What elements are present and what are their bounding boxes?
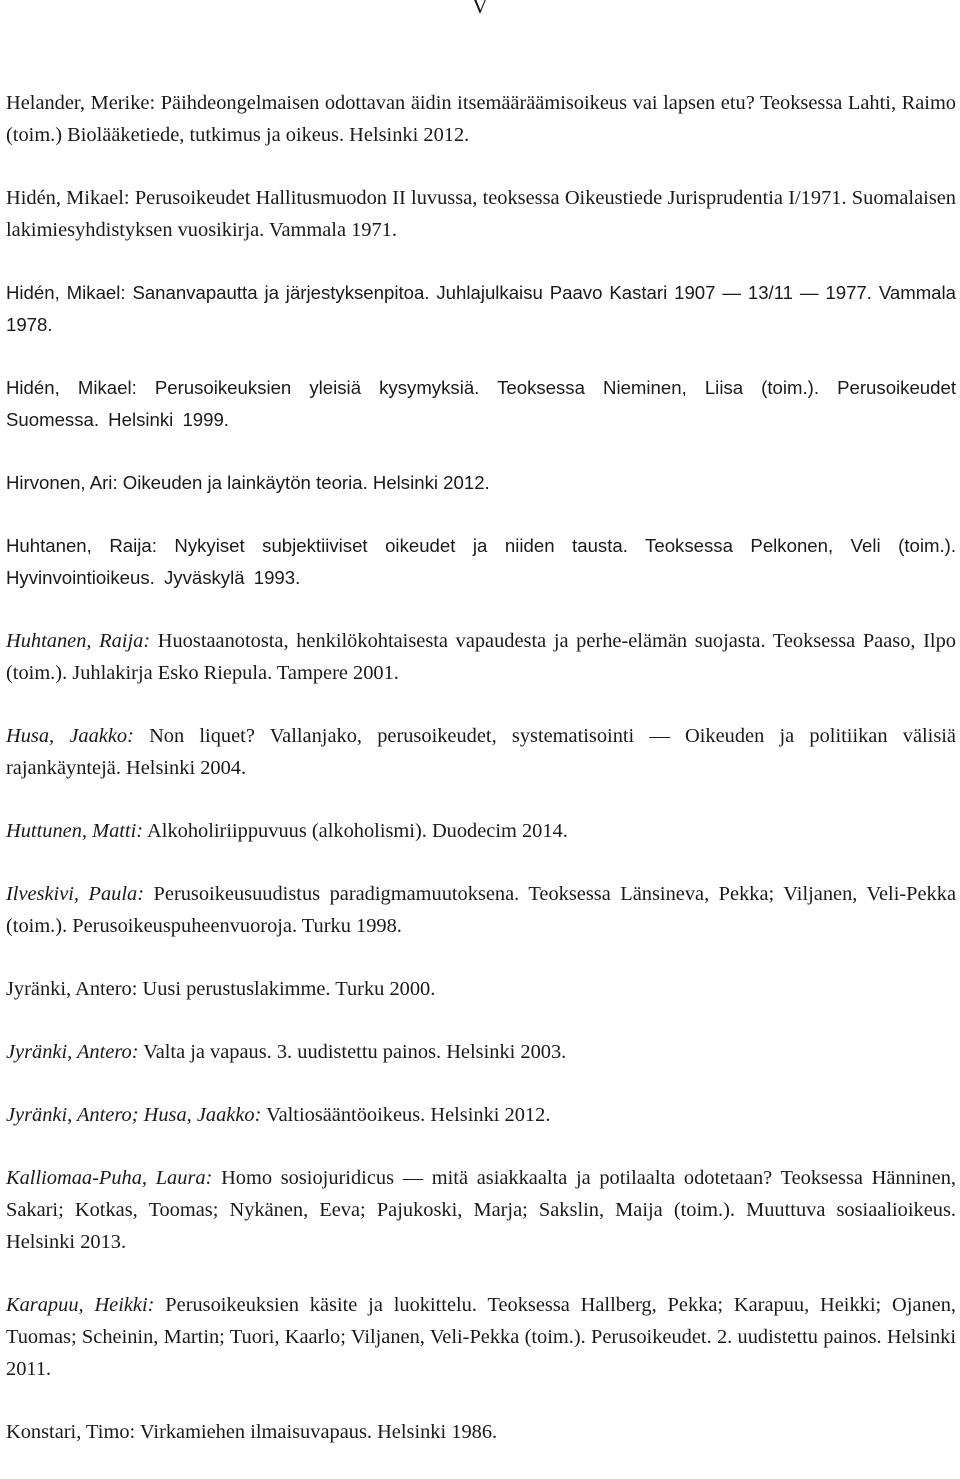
entry-text: Jyränki, Antero: Uusi perustuslakimme. Turku 2000. <box>6 978 436 1001</box>
entry-text: Konstari, Timo: Virkamiehen ilmaisuvapaus. Helsinki 1986. <box>6 1421 498 1444</box>
bibliography-list <box>6 67 956 1479</box>
bibliography-entry <box>6 973 956 1005</box>
entry-text: Huhtanen, Raija: Nykyiset subjektiiviset oikeudet ja niiden tausta. Teoksessa Pelkonen, Veli (toim.). Hyvinvointioikeus. Jyväskylä 1993. <box>6 535 956 589</box>
entry-author: Kalliomaa-Puha, Laura: <box>6 1167 213 1190</box>
entry-author: Jyränki, Antero; Husa, Jaakko: <box>6 1104 262 1127</box>
bibliography-entry <box>6 277 956 341</box>
entry-author: Jyränki, Antero: <box>6 1041 139 1064</box>
bibliography-entry <box>6 1289 956 1385</box>
entry-text: Huostaanotosta, henkilökohtaisesta vapaudesta ja perhe-elämän suojasta. Teoksessa Paaso, Ilpo (toim.). Juhlakirja Esko Riepula. Tampere 2001. <box>6 630 956 685</box>
bibliography-entry <box>6 182 956 246</box>
entry-text: Hirvonen, Ari: Oikeuden ja lainkäytön teoria. Helsinki 2012. <box>6 472 490 494</box>
bibliography-entry <box>6 530 956 594</box>
entry-text: Hidén, Mikael: Perusoikeuksien yleisiä kysymyksiä. Teoksessa Nieminen, Liisa (toim.). Perusoikeudet Suomessa. Helsinki 1999. <box>6 377 956 431</box>
entry-text: Valtiosääntöoikeus. Helsinki 2012. <box>266 1104 551 1127</box>
entry-author: Huhtanen, Raija: <box>6 630 151 653</box>
bibliography-entry <box>6 720 956 784</box>
bibliography-entry <box>6 1162 956 1258</box>
entry-text: Perusoikeuksien käsite ja luokittelu. Teoksessa Hallberg, Pekka; Karapuu, Heikki; Ojanen, Tuomas; Scheinin, Martin; Tuori, Kaarlo; Viljanen, Veli-Pekka (toim.). Perusoikeudet. 2. uudistettu painos. Helsinki 2011. <box>6 1294 956 1381</box>
bibliography-entry <box>6 1416 956 1448</box>
bibliography-entry <box>6 625 956 689</box>
bibliography-entry <box>6 87 956 151</box>
entry-author: Ilveskivi, Paula: <box>6 883 145 906</box>
entry-text: Hidén, Mikael: Perusoikeudet Hallitusmuodon II luvussa, teoksessa Oikeustiede Jurisprudentia I/1971. Suomalaisen lakimiesyhdistyksen vuosikirja. Vammala 1971. <box>6 187 956 242</box>
entry-author: Huttunen, Matti: <box>6 820 144 843</box>
entry-text: Non liquet? Vallanjako, perusoikeudet, systematisointi ― Oikeuden ja politiikan välisiä rajankäyntejä. Helsinki 2004. <box>6 725 956 780</box>
bibliography-entry <box>6 467 956 499</box>
page-number: V <box>472 0 488 18</box>
bibliography-entry <box>6 1099 956 1131</box>
entry-text: Valta ja vapaus. 3. uudistettu painos. Helsinki 2003. <box>143 1041 567 1064</box>
entry-text: Alkoholiriippuvuus (alkoholismi). Duodecim 2014. <box>147 820 568 843</box>
entry-text: Helander, Merike: Päihdeongelmaisen odottavan äidin itsemääräämisoikeus vai lapsen etu? Teoksessa Lahti, Raimo (toim.) Biolääketiede, tutkimus ja oikeus. Helsinki 2012. <box>6 92 956 147</box>
entry-author: Karapuu, Heikki: <box>6 1294 155 1317</box>
bibliography-entry <box>6 878 956 942</box>
entry-text: Perusoikeusuudistus paradigmamuutoksena. Teoksessa Länsineva, Pekka; Viljanen, Veli-Pekka (toim.). Perusoikeuspuheenvuoroja. Turku 1998. <box>6 883 956 938</box>
bibliography-entry <box>6 372 956 436</box>
entry-author: Husa, Jaakko: <box>6 725 134 748</box>
entry-text: Hidén, Mikael: Sananvapautta ja järjestyksenpitoa. Juhlajulkaisu Paavo Kastari 1907 ― 13/11 ― 1977. Vammala 1978. <box>6 282 956 336</box>
bibliography-entry <box>6 815 956 847</box>
entry-text: Homo sosiojuridicus ― mitä asiakkaalta ja potilaalta odotetaan? Teoksessa Hänninen, Sakari; Kotkas, Toomas; Nykänen, Eeva; Pajukoski, Marja; Sakslin, Maija (toim.). Muuttuva sosiaalioikeus. Helsinki 2013. <box>6 1167 956 1254</box>
bibliography-entry <box>6 1036 956 1068</box>
